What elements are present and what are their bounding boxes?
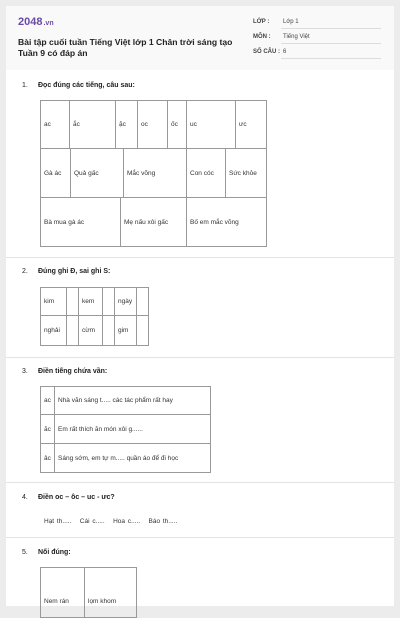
q4-items [44, 518, 177, 525]
q3-sentence: Em rất thích ăn món xôi g...... [55, 415, 211, 444]
meta-class [253, 19, 299, 25]
meta-class-value: Lớp 1 [283, 19, 299, 25]
document-header [6, 6, 394, 70]
q1-cell: Gà ác [41, 149, 71, 198]
q2-answer-box[interactable] [103, 288, 115, 316]
q1-cell: ốc [168, 101, 187, 149]
meta-class-label: LỚP : [253, 19, 270, 25]
q1-title: Đọc đúng các tiếng, câu sau: [38, 82, 135, 89]
q3-sentence: Nhà văn sáng t..... các tác phẩm rất hay [55, 387, 211, 415]
q3-title: Điền tiếng chứa vần: [38, 368, 108, 375]
q1-row3-table [40, 197, 267, 247]
q2-table [40, 287, 149, 346]
section-divider [6, 482, 394, 483]
section-divider [6, 537, 394, 538]
q1-cell: Mẹ nấu xôi gấc [121, 198, 187, 247]
q4-item: Hoa c..... [113, 518, 141, 525]
q1-cell: uc [187, 101, 236, 149]
q1-cell: Mắc võng [124, 149, 187, 198]
q5-title: Nối đúng: [38, 549, 71, 556]
q2-word: nghải [41, 316, 67, 346]
meta-count-line [281, 58, 381, 59]
q2-answer-box[interactable] [67, 316, 79, 346]
meta-count-label: SỐ CÂU : [253, 49, 280, 55]
q1-cell: Con cóc [187, 149, 226, 198]
document-page [6, 6, 394, 606]
q4-item: Cái c..... [79, 518, 105, 525]
q1-cell: ắc [70, 101, 116, 149]
q1-cell: oc [138, 101, 168, 149]
q4-item: Hạt th..... [44, 518, 72, 525]
q2-word: gim [115, 316, 137, 346]
document-title: Bài tập cuối tuần Tiếng Việt lớp 1 Chân trời sáng tạo Tuần 9 có đáp án [18, 37, 233, 58]
logo-tld: .vn [43, 20, 54, 27]
q1-cell: Bà mua gà ác [41, 198, 121, 247]
q1-cell: ặc [116, 101, 138, 149]
q3-vowel: ac [41, 387, 55, 415]
q3-vowel: âc [41, 444, 55, 473]
q2-title: Đúng ghi Đ, sai ghi S: [38, 268, 111, 275]
q5-item: lọm khom [85, 568, 137, 618]
q2-word: kem [79, 288, 103, 316]
q4-item: Báo th..... [148, 518, 178, 525]
section-divider [6, 357, 394, 358]
q2-answer-box[interactable] [137, 288, 149, 316]
q2-answer-box[interactable] [103, 316, 115, 346]
q1-row1-table [40, 100, 267, 149]
q1-cell: Sức khỏe [226, 149, 267, 198]
meta-subject-label: MÔN : [253, 34, 271, 40]
q4-heading: 4. Điền oc – ôc – uc - ưc? [22, 494, 115, 501]
q1-cell: Bố em mắc võng [187, 198, 267, 247]
q2-word: kim [41, 288, 67, 316]
q3-vowel: ăc [41, 415, 55, 444]
site-logo[interactable] [18, 16, 54, 28]
q5-table [40, 567, 137, 618]
q1-heading: 1. Đọc đúng các tiếng, câu sau: [22, 82, 135, 89]
q1-cell: Quả gấc [71, 149, 124, 198]
q2-word: ngày [115, 288, 137, 316]
q4-title: Điền oc – ôc – uc - ưc? [38, 494, 115, 501]
meta-count-value: 6 [283, 49, 287, 55]
meta-subject [253, 34, 310, 40]
q5-item: Nem rán [41, 568, 85, 618]
q3-table [40, 386, 211, 473]
q1-cell: ac [41, 101, 70, 149]
q2-heading: 2. Đúng ghi Đ, sai ghi S: [22, 268, 111, 275]
q3-sentence: Sáng sớm, em tự m..... quần áo để đi học [55, 444, 211, 473]
q5-heading: 5. Nối đúng: [22, 549, 71, 556]
meta-class-line [281, 28, 381, 29]
q1-row2-table [40, 148, 267, 198]
q3-heading: 3. Điền tiếng chứa vần: [22, 368, 108, 375]
q2-word: cừm [79, 316, 103, 346]
q2-answer-box[interactable] [67, 288, 79, 316]
meta-count [253, 49, 286, 55]
section-divider [6, 257, 394, 258]
meta-subject-line [281, 43, 381, 44]
logo-main: 2048 [18, 16, 43, 28]
q2-answer-box[interactable] [137, 316, 149, 346]
meta-subject-value: Tiếng Việt [283, 34, 310, 40]
q1-cell: ưc [236, 101, 267, 149]
